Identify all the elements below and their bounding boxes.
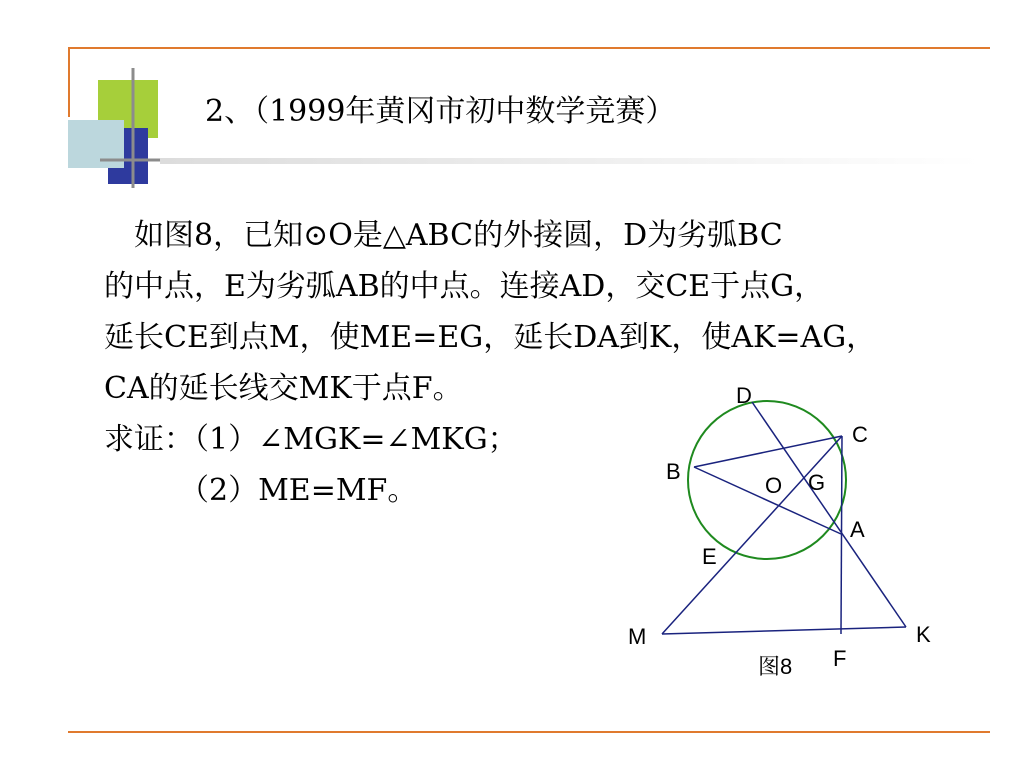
geometry-figure <box>600 380 960 694</box>
label-B: B <box>666 459 681 484</box>
label-A: A <box>850 517 865 542</box>
problem-line-3: 延长CE到点M，使ME=EG，延长DA到K，使AK=AG， <box>104 320 877 355</box>
problem-line-4: CA的延长线交MK于点F。 <box>104 371 463 406</box>
segment-MK <box>662 627 906 634</box>
label-O: O <box>765 473 783 498</box>
problem-line-1: 如图8，已知⊙O是△ABC的外接圆，D为劣弧BC <box>104 218 783 253</box>
label-G: G <box>808 470 826 495</box>
label-E: E <box>702 544 717 569</box>
figure-caption: 图8 <box>758 654 793 679</box>
label-D: D <box>736 383 752 408</box>
problem-line-5: 求证：（1）∠MGK=∠MKG； <box>104 422 518 457</box>
segment-DK <box>752 402 906 627</box>
label-M: M <box>628 624 647 649</box>
bottom-rule <box>68 731 990 733</box>
corner-decoration <box>68 68 198 188</box>
label-C: C <box>852 422 868 447</box>
geometry-diagram <box>600 380 960 690</box>
label-F: F <box>833 646 847 671</box>
top-rule <box>68 47 990 49</box>
problem-line-6: （2）ME=MF。 <box>104 473 418 508</box>
segment-BC <box>694 436 842 467</box>
label-K: K <box>916 622 931 647</box>
segment-CF <box>841 436 842 634</box>
slide-title: 2、（1999年黄冈市初中数学竞赛） <box>205 94 676 129</box>
problem-line-2: 的中点，E为劣弧AB的中点。连接AD，交CE于点G， <box>104 269 825 304</box>
title-underline <box>160 158 980 164</box>
